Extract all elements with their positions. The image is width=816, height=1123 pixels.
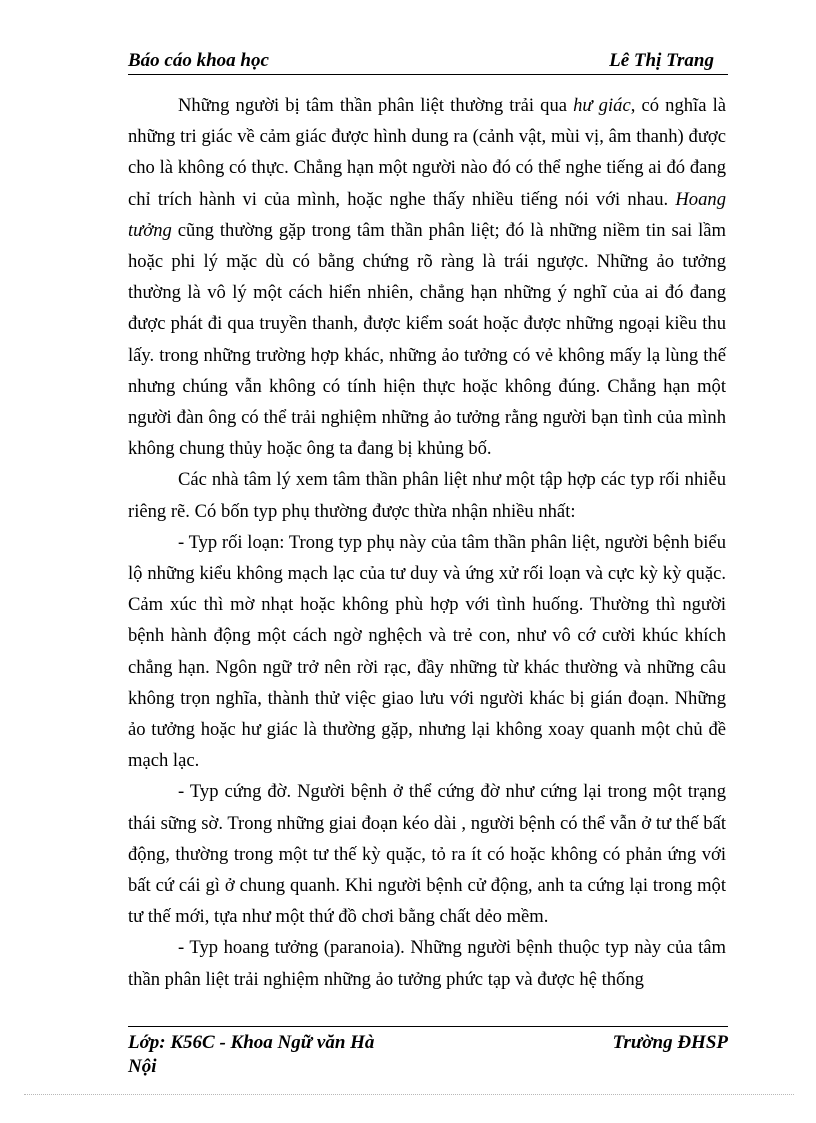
footer-school: Trường ĐHSP xyxy=(612,1032,728,1053)
paragraph-4: - Typ cứng đờ. Người bệnh ở thể cứng đờ như cứng lại trong một trạng thái sững sờ. Trong những giai đoạn kéo dài , người bệnh có thể vẫn ở tư thế bất động, thường trong một tư thế kỳ quặc, tỏ ra ít có hoặc không có phản ứng với bất cứ cái gì ở chung quanh. Khi người bệnh cử động, anh ta cứng lại trong một tư thế mới, tựa như một thứ đồ chơi bằng chất dẻo mềm. xyxy=(128,781,726,928)
footer-class-info: Lớp: K56C - Khoa Ngữ văn Hà Nội xyxy=(128,1032,375,1077)
paragraph-3: - Typ rối loạn: Trong typ phụ này của tâm thần phân liệt, người bệnh biểu lộ những kiểu không mạch lạc của tư duy và ứng xử rối loạn và cực kỳ kỳ quặc. Cảm xúc thì mờ nhạt hoặc không phù hợp với tình huống. Thường thì người bệnh hành động một cách ngờ nghệch và trẻ con, như vô cớ cười khúc khích chẳng hạn. Ngôn ngữ trở nên rời rạc, đầy những từ khác thường và những câu không trọn nghĩa, thành thử việc giao lưu với người khác bị gián đoạn. Những ảo tưởng hoặc hư giác là thường gặp, nhưng lại không xoay quanh một chủ đề mạch lạc. xyxy=(128,531,726,772)
header-report-title: Báo cáo khoa học xyxy=(128,50,269,71)
document-body xyxy=(128,90,726,995)
page-divider xyxy=(24,1094,794,1095)
page-header xyxy=(128,48,728,75)
term-hallucination: hư giác xyxy=(573,95,631,116)
paragraph-5: - Typ hoang tưởng (paranoia). Những người bệnh thuộc typ này của tâm thần phân liệt trải nghiệm những ảo tưởng phức tạp và được hệ thống xyxy=(128,937,726,990)
header-author: Lê Thị Trang xyxy=(609,50,714,71)
term-delusion: Hoang tưởng xyxy=(128,188,726,241)
paragraph-2: Các nhà tâm lý xem tâm thần phân liệt như một tập hợp các typ rối nhiễu riêng rẽ. Có bốn typ phụ thường được thừa nhận nhiều nhất: xyxy=(128,469,726,522)
page-footer xyxy=(128,1026,728,1077)
paragraph-1: Những người bị tâm thần phân liệt thường trải qua hư giác, có nghĩa là những tri giác về cảm giác được hình dung ra (cảnh vật, mùi vị, âm thanh) được cho là không có thực. Chẳng hạn một người nào đó có thể nghe tiếng ai đó đang chỉ trích hành vi của mình, hoặc nghe thấy nhiều tiếng nói với nhau. Hoang tưởng cũng thường gặp trong tâm thần phân liệt; đó là những niềm tin sai lầm hoặc phi lý mặc dù có bằng chứng rõ ràng là trái ngược. Những ảo tưởng thường là vô lý một cách hiển nhiên, chẳng hạn những ý nghĩ của ai đó đang được phát đi qua truyền thanh, được kiểm soát hoặc được những ngoại kiều thu lấy. trong những trường hợp khác, những ảo tưởng có vẻ không mấy lạ lùng thế nhưng chúng vẫn không có tính hiện thực hoặc không đúng. Chẳng hạn một người đàn ông có thể trải nghiệm những ảo tưởng rằng người bạn tình của mình không chung thủy hoặc ông ta đang bị khủng bố. xyxy=(128,95,726,460)
